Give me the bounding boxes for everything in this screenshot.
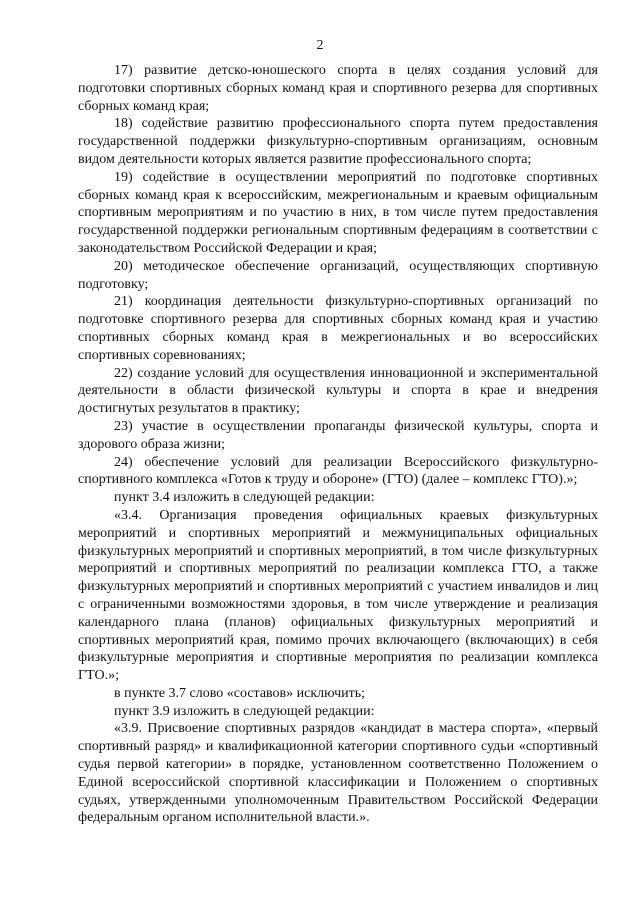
clause-3-4-text: «3.4. Организация проведения официальных краевых физкультурных мероприятий и спортивных мероприятий и межмуниципальных официальных физкультурных мероприятий и спортивных мероприятий, в том числе физкультурных мероприятий и спортивных мероприятий по реализации комплекса ГТО, а также физкультурных мероприятий и спортивных мероприятий с участием инвалидов и лиц с ограниченными возможностями здоровья, в том числе утверждение и реализация календарного плана (планов) официальных физкультурных мероприятий и спортивных мероприятий края, помимо прочих включающего (включающих) в себя физкультурные мероприятия и спортивные мероприятия по реализации комплекса ГТО.»;: [78, 507, 598, 684]
amendment-instruction-3-4: пункт 3.4 изложить в следующей редакции:: [114, 490, 375, 506]
paragraph-item-23: 23) участие в осуществлении пропаганды физической культуры, спорта и здорового образа жизни;: [78, 418, 598, 452]
paragraph-item-19: 19) содействие в осуществлении мероприятий по подготовке спортивных сборных команд края к всероссийским, межрегиональным и краевым официальным спортивным мероприятиям и по участию в них, в том числе путем предоставления государственной поддержки региональным спортивным федерациям в соответствии с законодательством Российской Федерации и края;: [78, 169, 598, 256]
paragraph-item-21: 21) координация деятельности физкультурно-спортивных организаций по подготовке спортивного резерва для спортивных сборных команд края и участию спортивных сборных команд края в межрегиональных и во всероссийских спортивных соревнованиях;: [78, 294, 598, 363]
document-body: [78, 62, 598, 827]
paragraph-item-20: 20) методическое обеспечение организаций, осуществляющих спортивную подготовку;: [78, 258, 598, 292]
paragraph-item-24: 24) обеспечение условий для реализации Всероссийского физкультурно-спортивного комплекса «Готов к труду и обороне» (ГТО) (далее – комплекс ГТО).»;: [78, 454, 598, 488]
clause-3-9-text: «3.9. Присвоение спортивных разрядов «кандидат в мастера спорта», «первый спортивный разряд» и квалификационной категории спортивного судьи «спортивный судья первой категории» в порядке, установленном соответственно Положением о Единой всероссийской спортивной классификации и Положением о спортивных судьях, утвержденными уполномоченным Правительством Российской Федерации федеральным органом исполнительной власти.».: [78, 721, 598, 826]
page-number: 2: [316, 38, 324, 53]
paragraph-item-18: 18) содействие развитию профессионального спорта путем предоставления государственной поддержки физкультурно-спортивным организациям, основным видом деятельности которых является развитие профессионального спорта;: [78, 116, 598, 167]
amendment-instruction-3-9: пункт 3.9 изложить в следующей редакции:: [114, 703, 375, 719]
amendment-instruction-3-7: в пункте 3.7 слово «составов» исключить;: [114, 685, 366, 701]
paragraph-item-22: 22) создание условий для осуществления инновационной и экспериментальной деятельности в области физической культуры и спорта в крае и внедрения достигнутых результатов в практику;: [78, 365, 598, 417]
paragraph-item-17: 17) развитие детско-юношеского спорта в целях создания условий для подготовки спортивных сборных команд края и спортивного резерва для спортивных сборных команд края;: [78, 63, 598, 114]
